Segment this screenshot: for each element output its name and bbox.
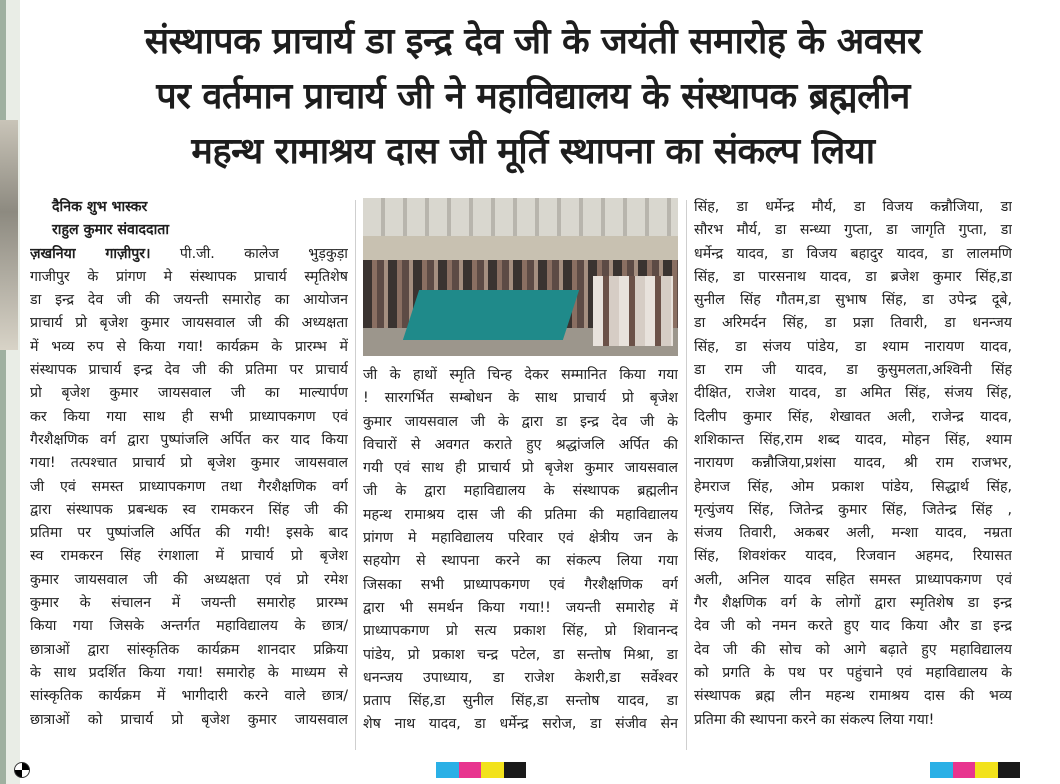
article-line: जी के द्वारा महाविद्यालय के संस्थापक ब्रह्मलीन — [363, 483, 678, 500]
article-line: दीक्षित, राजेश यादव, डा अमित सिंह, संजय सिंह, — [694, 385, 1012, 402]
column-divider — [355, 200, 356, 750]
article-line: गयी एवं साथ ही प्राचार्य प्रो बृजेश कुमार जायसवाल — [363, 460, 678, 477]
article-line: डा अरिमर्दन सिंह, डा प्रज्ञा तिवारी, डा धनन्जय — [694, 315, 1012, 332]
article-line: संजय तिवारी, अकबर अली, मन्शा यादव, नम्रता — [694, 525, 1012, 542]
article-line: जी के हाथों स्मृति चिन्ह देकर सम्मानित किया गया — [363, 367, 678, 383]
article-line: प्रतिमा की स्थापना करने का संकल्प लिया गया! — [694, 711, 935, 728]
article-line: अली, अनिल यादव सहित समस्त प्राध्यापकगण एवं — [694, 571, 1012, 588]
reporter-name: राहुल कुमार संवाददाता — [52, 222, 170, 239]
event-photo — [363, 198, 678, 356]
dateline: ज़खनिया गाज़ीपुर। — [30, 245, 151, 262]
headline-line: महन्थ रामाश्रय दास जी मूर्ति स्थापना का संकल्प लिया — [191, 131, 875, 172]
headline-line: संस्थापक प्राचार्य डा इन्द्र देव जी के जयंती समारोह के अवसर — [144, 21, 922, 62]
article-line: गैरशैक्षणिक वर्ग द्वारा पुष्पांजलि अर्पित कर याद किया — [30, 431, 348, 448]
article-line: डा इन्द्र देव जी की जयन्ती समारोह का आयोजन — [30, 292, 348, 309]
print-color-bar — [436, 762, 526, 778]
article-line: प्रतिमा पर पुष्पांजलि अर्पित की गयी! इसके बाद — [30, 525, 348, 542]
article-line: प्रताप सिंह,डा सुनील सिंह,डा सन्तोष यादव, डा — [363, 693, 678, 710]
article-line: दिलीप कुमार सिंह, शेखावत अली, राजेन्द्र यादव, — [694, 408, 1012, 425]
article-line: मृत्युंजय सिंह, जितेन्द्र कुमार सिंह, जितेन्द्र सिंह , — [694, 501, 1012, 518]
article-line: डा राम जी यादव, डा कुसुमलता,अश्विनी सिंह — [694, 362, 1012, 379]
article-line: शेष नाथ यादव, डा धर्मेन्द्र सरोज, डा संजीव सेन — [363, 716, 678, 733]
article-line: देव जी को नमन करते हुए याद किया और डा इन्द्र — [694, 618, 1012, 635]
article-line: गाजीपुर के प्रांगण मे संस्थापक प्राचार्य स्मृतिशेष — [30, 268, 348, 285]
article-line: द्वारा भी समर्थन किया गया!! जयन्ती समारोह में — [363, 599, 678, 616]
registration-mark-icon — [14, 762, 30, 778]
column-divider — [686, 200, 687, 750]
article-line: धनन्जय उपाध्याय, डा राजेश केशरी,डा सर्वेश्वर — [363, 669, 678, 686]
article-line: सहयोग से स्थापना करने का संकल्प लिया गया — [363, 553, 678, 570]
article-line: नारायण कन्नौजिया,प्रशंसा यादव, श्री राम राजभर, — [694, 455, 1012, 472]
article-line: प्रांगण मे महाविद्यालय परिवार एवं क्षेत्रीय जन के — [363, 530, 678, 547]
article-line: सिंह, शिवशंकर यादव, रिजवान अहमद, रियासत — [694, 548, 1012, 565]
article-line: हेमराज सिंह, ओम प्रकाश पांडेय, सिद्धार्थ सिंह, — [694, 478, 1012, 495]
article-line: सांस्कृतिक कार्यक्रम में भागीदारी करने वाले छात्र/ — [30, 688, 348, 705]
article-line: धर्मेन्द्र यादव, डा विजय बहादुर यादव, डा लालमणि — [694, 245, 1012, 262]
article-line: कर किया गया साथ ही सभी प्राध्यापकगण एवं — [30, 408, 348, 425]
article-line: किया गया जिसके अन्तर्गत महाविद्यालय के छात्र/ — [30, 618, 348, 635]
article-line: सिंह, डा धर्मेन्द्र मौर्य, डा विजय कन्नौजिया, डा — [694, 199, 1012, 215]
article-line: छात्राओं को प्राचार्य प्रो बृजेश कुमार जायसवाल — [30, 711, 348, 728]
adjacent-page-edge — [0, 0, 20, 784]
article-line: पांडेय, प्रो प्रकाश चन्द्र पटेल, डा सन्तोष मिश्रा, डा — [363, 646, 678, 663]
headline — [28, 14, 1038, 179]
article-line: ज़खनिया गाज़ीपुर। पी.जी. कालेज भुड़कुड़ा — [30, 245, 348, 262]
article-line: में भव्य रुप से किया गया! कार्यक्रम के प्रारम्भ में — [30, 338, 348, 355]
article-line: महन्थ रामाश्रय दास जी की प्रतिमा की महाविद्यालय — [363, 506, 678, 523]
article-column-2 — [363, 364, 678, 737]
article-line: कुमार जायसवाल जी की अध्यक्षता एवं प्रो रमेश — [30, 571, 348, 588]
article-line: के साथ प्रदर्शित किया गया! समारोह के माध्यम से — [30, 664, 348, 681]
article-line: प्रो बृजेश कुमार जायसवाल जी का माल्यार्पण — [30, 385, 348, 402]
article-line: कुमार के संचालन में जयन्ती समारोह प्रारम्भ — [30, 595, 348, 612]
article-line: सिंह, डा संजय पांडेय, डा श्याम नारायण यादव, — [694, 338, 1012, 355]
headline-line: पर वर्तमान प्राचार्य जी ने महाविद्यालय के संस्थापक ब्रह्मलीन — [156, 76, 910, 117]
article-line: संस्थापक ब्रह्म लीन महन्थ रामाश्रय दास की भव्य — [694, 688, 1012, 705]
article-line: जिसका सभी प्राध्यापकगण एवं गैरशैक्षणिक वर्ग — [363, 576, 678, 593]
article-line: सुनील सिंह गौतम,डा सुभाष सिंह, डा उपेन्द्र दूबे, — [694, 292, 1012, 309]
photo-guests — [593, 276, 673, 346]
article-line: गया! तत्पश्चात प्राचार्य प्रो बृजेश कुमार जायसवाल — [30, 455, 348, 472]
article-line: कुमार जायसवाल जी के द्वारा डा इन्द्र देव जी के — [363, 413, 678, 430]
article-line: द्वारा संस्थापक प्रबन्धक स्व रामकरन सिंह जी की — [30, 501, 348, 518]
article-line: शशिकान्त सिंह,राम शब्द यादव, मोहन सिंह, श्याम — [694, 431, 1012, 448]
article-line: सौरभ मौर्य, डा सन्ध्या गुप्ता, डा जागृति गुप्ता, डा — [694, 222, 1012, 239]
article-line: सिंह, डा पारसनाथ यादव, डा ब्रजेश कुमार सिंह,डा — [694, 268, 1012, 285]
article-line: स्व रामकरन सिंह रंगशाला में प्राचार्य प्रो बृजेश — [30, 548, 348, 565]
article-line: प्राध्यापकगण प्रो सत्य प्रकाश सिंह, प्रो शिवानन्द — [363, 623, 678, 640]
article-line: गैर शैक्षणिक वर्ग के लोगों द्वारा स्मृतिशेष डा इन्द्र — [694, 595, 1012, 612]
newspaper-name: दैनिक शुभ भास्कर — [52, 199, 148, 215]
photo-dais-table — [403, 290, 579, 340]
article-line: प्राचार्य प्रो बृजेश कुमार जायसवाल जी की अध्यक्षता — [30, 315, 348, 332]
article-line: विचारों से अवगत कराते हुए श्रद्धांजलि अर्पित की — [363, 436, 678, 453]
adjacent-photo-fragment — [0, 120, 18, 350]
article-line: को प्रगति के पथ पर पहुंचाने एवं महाविद्यालय के — [694, 664, 1012, 681]
article-line: देव जी की सोच को आगे बढ़ाते हुए महाविद्यालय — [694, 641, 1012, 658]
article-line: जी एवं समस्त प्राध्यापकगण तथा गैरशैक्षणिक वर्ग — [30, 478, 348, 495]
article-column-3 — [694, 196, 1012, 732]
article-line: छात्राओं द्वारा सांस्कृतिक कार्यक्रम शानदार प्रक्रिया — [30, 641, 348, 658]
article-line: संस्थापक प्राचार्य इन्द्र देव जी की प्रतिमा पर प्राचार्य — [30, 362, 348, 379]
print-color-bar — [930, 762, 1020, 778]
article-line: ! सारगर्भित सम्बोधन के साथ प्राचार्य प्रो बृजेश — [363, 390, 678, 407]
article-column-1 — [30, 196, 348, 732]
